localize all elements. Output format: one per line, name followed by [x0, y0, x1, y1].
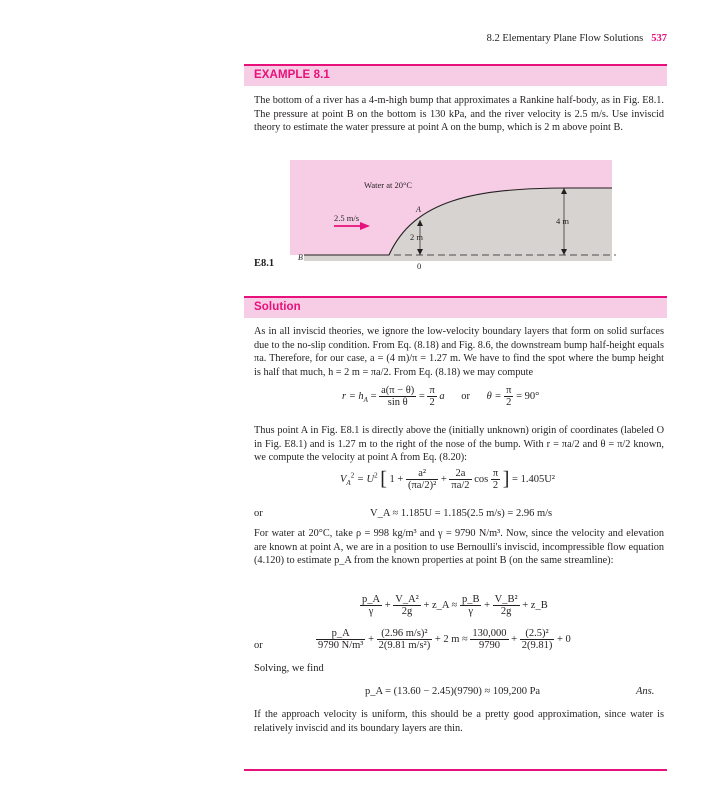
- eq5-d1: 9790 N/m³: [318, 640, 364, 651]
- eq4-va2: V_A²: [395, 594, 419, 605]
- eq5-n1: p_A: [316, 628, 365, 640]
- eq4-twog-2: 2g: [500, 606, 512, 617]
- eq2-fraction-3: [491, 468, 500, 491]
- eq4-pb-frac: [460, 594, 482, 617]
- eq5-n4: (2.5)²: [520, 628, 555, 640]
- problem-statement: The bottom of a river has a 4-m-high bump that approximates a Rankine half-body, as in Fig. E8.1. The pressure at point B on the bottom is 130 kPa, and the river velocity is 2.5 m/s. Use inviscid theory to estimate the water pressure at point A on the bump, which is 2 m above point B.: [254, 95, 664, 134]
- eq2-fraction-1: [406, 468, 438, 491]
- equation-va: V_A ≈ 1.185U = 1.185(2.5 m/s) = 2.96 m/s: [370, 508, 553, 519]
- eq2-den2: πa/2: [451, 480, 470, 491]
- eq5-n3: 130,000: [472, 628, 507, 639]
- eq4-za: + z_A ≈: [423, 599, 458, 611]
- eq4-va-frac: [393, 594, 421, 617]
- velocity-label: 2.5 m/s: [334, 213, 360, 223]
- eq2-twoa: 2a: [449, 468, 471, 480]
- eq2-pi: π: [492, 468, 499, 479]
- eq1-lhs-sub: A: [363, 396, 368, 404]
- eq5-mid: + 2 m ≈: [434, 633, 468, 645]
- eq2-den1: (πa/2)²: [407, 480, 437, 491]
- page-number: 537: [651, 33, 667, 44]
- eq1-or: or: [461, 390, 471, 402]
- example-title: EXAMPLE 8.1: [254, 69, 330, 81]
- eq2-two: 2: [492, 480, 499, 491]
- section-title: 8.2 Elementary Plane Flow Solutions: [486, 33, 644, 44]
- point-b-label: B: [298, 253, 303, 262]
- solution-paragraph-1: As in all inviscid theories, we ignore the low-velocity boundary layers that form on solid surfaces due to the no-slip condition. From Eq. (8.18) and Fig. 8.6, the downstream bump half-height equals πa. Therefore, for our case, a = (4 m)/π = 1.27 m. We have to find the spot where the bump height is half that much, h = 2 m = πa/2. From Eq. (8.18) we may compute: [254, 326, 664, 378]
- solution-paragraph-3: For water at 20°C, take ρ = 998 kg/m³ and γ = 9790 N/m³. Now, since the velocity and elevation are known at point A, we are in a position to use Bernoulli's inviscid, incompressible flow equation (4.120) to estimate p_A from the known properties at point B (on the same streamline):: [254, 528, 664, 567]
- solution-title: Solution: [254, 301, 301, 313]
- eq5-end: + 0: [556, 633, 571, 645]
- eq2-sub: A: [346, 479, 351, 487]
- eq1-pi-fraction-2: [504, 385, 513, 408]
- solution-paragraph-2: Thus point A in Fig. E8.1 is directly above the (initially unknown) origin of coordinates (labeled O in Fig. E8.1) and is 1.27 m to the right of the nose of the bump. With r = πa/2 and θ = π/2 known, we compute the velocity at point A from Eq. (8.20):: [254, 425, 664, 464]
- eq1-result: = 90°: [516, 390, 540, 402]
- answer-label: Ans.: [636, 686, 655, 697]
- solving-text: Solving, we find: [254, 663, 324, 674]
- origin-label: 0: [417, 261, 422, 271]
- final-equation: p_A = (13.60 − 2.45)(9790) ≈ 109,200 Pa: [365, 686, 541, 697]
- eq2-a2: a²: [406, 468, 438, 480]
- eq5-d4: 2(9.81): [521, 640, 553, 651]
- equation-velocity-squared: $V_A^2 = U^2$ [ 1 + $\frac{\text{a²}}{\text{(πa/2)²}}$ + $\frac{2a}{\pi a/2}$ cos $\frac{\pi}{2}$ ] = 1.405U²: [340, 468, 555, 491]
- eq4-gamma: γ: [368, 606, 374, 617]
- eq2-cos: cos: [474, 473, 489, 485]
- eq1-lhs: r = h: [342, 390, 364, 402]
- eq4-plus: +: [384, 599, 391, 611]
- eq1-pi-2: π: [506, 385, 512, 396]
- eq1-two: 2: [429, 397, 435, 408]
- eq2-result: = 1.405U²: [512, 473, 555, 485]
- eq4-gamma-2: γ: [468, 606, 474, 617]
- eq4-plus-2: +: [484, 599, 491, 611]
- eq5-frac-4: [520, 628, 555, 651]
- figure-e8-1: [244, 150, 667, 290]
- eq4-twog: 2g: [401, 606, 413, 617]
- figure-label: E8.1: [254, 258, 275, 269]
- eq4-pa: p_A: [362, 594, 381, 605]
- eq5-n2: (2.96 m/s)²: [377, 628, 433, 640]
- solution-paragraph-4: If the approach velocity is uniform, this should be a pretty good approximation, since water is relatively inviscid and its boundary layers are thin.: [254, 709, 664, 734]
- running-head: [487, 33, 667, 44]
- eq5-d2: 2(9.81 m/s²): [378, 640, 431, 651]
- eq1-theta: θ =: [486, 390, 502, 402]
- eq4-pb: p_B: [461, 594, 480, 605]
- eq2-plus: +: [440, 473, 447, 485]
- or-label-1: or: [254, 508, 263, 519]
- point-a-label: A: [416, 205, 421, 214]
- bottom-rule: [244, 769, 667, 771]
- water-label: Water at 20°C: [364, 180, 413, 190]
- eq2-v: V: [340, 473, 347, 485]
- eq2-u: = U: [356, 473, 375, 485]
- eq1-num: a(π − θ): [381, 385, 415, 396]
- eq5-frac-1: [316, 628, 365, 651]
- eq2-sup: 2: [350, 471, 355, 480]
- eq5-frac-3: [470, 628, 508, 651]
- eq5-plus: +: [368, 633, 374, 645]
- height-a-label: 2 m: [410, 232, 423, 242]
- or-label-2: or: [254, 640, 263, 651]
- eq5-frac-2: [377, 628, 433, 651]
- eq4-vb-frac: [493, 594, 520, 617]
- eq4-pa-frac: [360, 594, 382, 617]
- eq4-vb2: V_B²: [494, 594, 518, 605]
- height-total-label: 4 m: [556, 216, 569, 226]
- solution-title-bar: [244, 298, 667, 318]
- eq1-pi-fraction: [427, 385, 436, 408]
- eq4-zb: + z_B: [522, 599, 548, 611]
- eq5-d3: 9790: [478, 640, 500, 651]
- equation-r-theta: $r = h_A$ = $\frac{a(\pi - \theta)}{\text{sin θ}}$ = $\frac{\pi}{2}$ a or θ = $\frac{\pi}{2}$ = 90°: [342, 385, 540, 408]
- eq2-u-sup: 2: [374, 471, 378, 480]
- eq1-den: sin θ: [387, 397, 408, 408]
- eq1-a: a: [439, 390, 445, 402]
- eq2-fraction-2: [449, 468, 471, 491]
- eq1-pi: π: [429, 385, 435, 396]
- eq1-fraction: [379, 385, 416, 408]
- eq2-one-plus: 1 +: [389, 473, 404, 485]
- equation-bernoulli: [360, 594, 548, 617]
- equation-substituted: [316, 628, 571, 651]
- eq1-two-2: 2: [506, 397, 512, 408]
- eq5-plus-2: +: [511, 633, 518, 645]
